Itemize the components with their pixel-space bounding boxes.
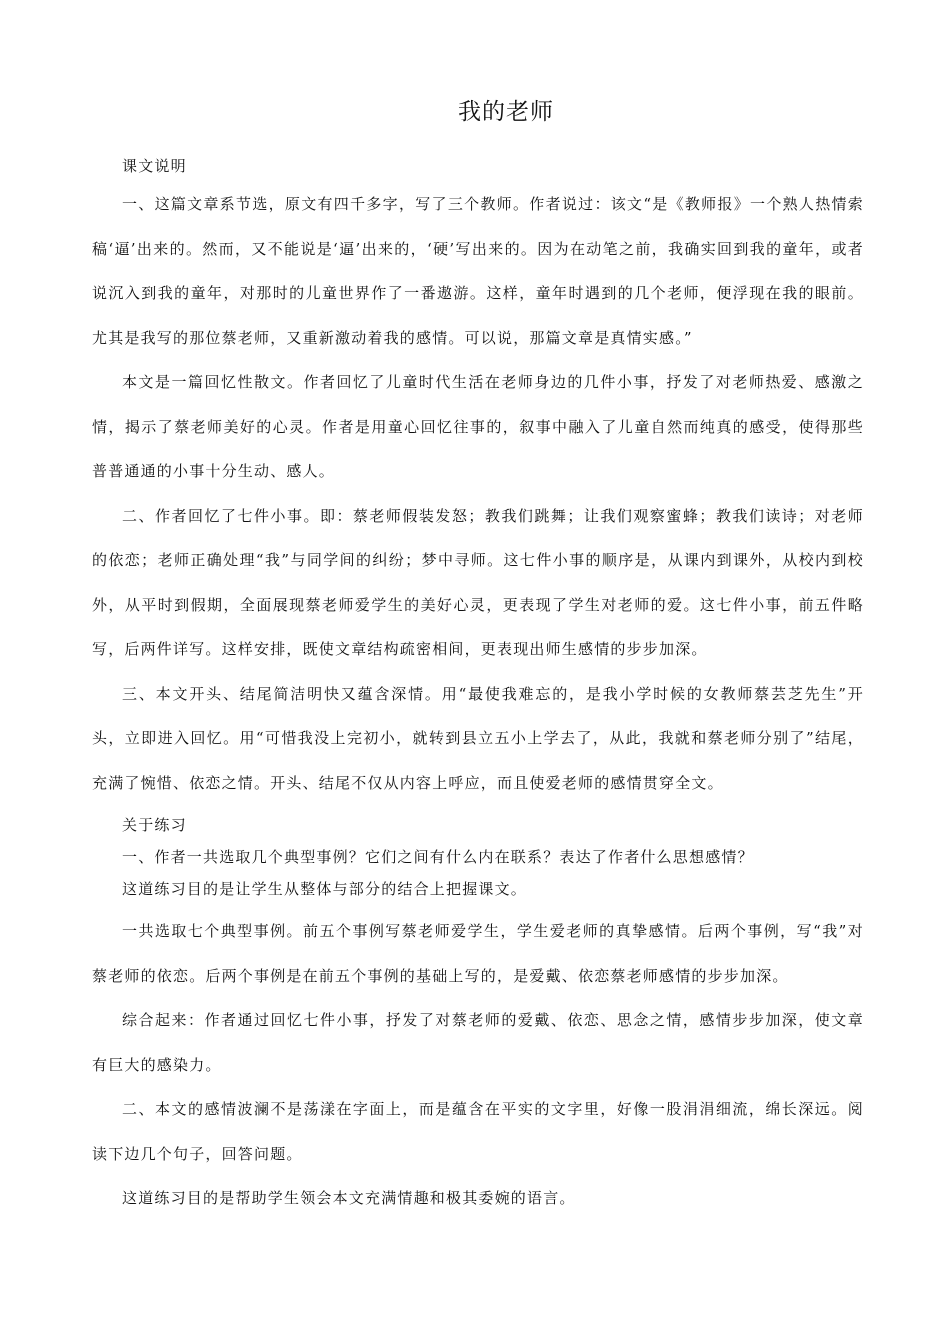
section-heading-lesson-notes: 课文说明 xyxy=(122,157,187,175)
document-body xyxy=(92,150,864,1221)
lesson-notes-paragraph-2: 本文是一篇回忆性散文。作者回忆了儿童时代生活在老师身边的几件小事，抒发了对老师热爱、感激之情，揭示了蔡老师美好的心灵。作者是用童心回忆往事的，叙事中融入了儿童自然而纯真的感受，使得那些普普通通的小事十分生动、感人。 xyxy=(92,373,864,480)
document-title: 我的老师 xyxy=(458,99,554,125)
exercise-purpose-2: 这道练习目的是帮助学生领会本文充满情趣和极其委婉的语言。 xyxy=(122,1189,576,1207)
lesson-notes-paragraph-3: 二、作者回忆了七件小事。即：蔡老师假装发怒；教我们跳舞；让我们观察蜜蜂；教我们读诗；对老师的依恋；老师正确处理“我”与同学间的纠纷；梦中寻师。这七件小事的顺序是，从课内到课外，从校内到校外，从平时到假期，全面展现蔡老师爱学生的美好心灵，更表现了学生对老师的爱。这七件小事，前五件略写，后两件详写。这样安排，既使文章结构疏密相间，更表现出师生感情的步步加深。 xyxy=(92,506,864,658)
exercise-purpose-1: 这道练习目的是让学生从整体与部分的结合上把握课文。 xyxy=(122,880,528,898)
exercise-question-2: 二、本文的感情波澜不是荡漾在字面上，而是蕴含在平实的文字里，好像一股涓涓细流，绵长深远。阅读下边几个句子，回答问题。 xyxy=(92,1100,864,1163)
section-heading-exercises: 关于练习 xyxy=(122,816,187,834)
exercise-answer-1: 一共选取七个典型事例。前五个事例写蔡老师爱学生，学生爱老师的真挚感情。后两个事例，写“我”对蔡老师的依恋。后两个事例是在前五个事例的基础上写的，是爱戴、依恋蔡老师感情的步步加深。 xyxy=(92,922,864,985)
lesson-notes-paragraph-1: 一、这篇文章系节选，原文有四千多字，写了三个教师。作者说过：该文“是《教师报》一个熟人热情索稿‘逼’出来的。然而，又不能说是‘逼’出来的，‘硬’写出来的。因为在动笔之前，我确实回到我的童年，或者说沉入到我的童年，对那时的儿童世界作了一番遨游。这样，童年时遇到的几个老师，便浮现在我的眼前。尤其是我写的那位蔡老师，又重新激动着我的感情。可以说，那篇文章是真情实感。” xyxy=(92,195,864,347)
exercise-question-1: 一、作者一共选取几个典型事例？它们之间有什么内在联系？表达了作者什么思想感情？ xyxy=(122,848,754,866)
exercise-summary-1: 综合起来：作者通过回忆七件小事，抒发了对蔡老师的爱戴、依恋、思念之情，感情步步加深，使文章有巨大的感染力。 xyxy=(92,1011,864,1074)
lesson-notes-paragraph-4: 三、本文开头、结尾简洁明快又蕴含深情。用“最使我难忘的，是我小学时候的女教师蔡芸芝先生”开头，立即进入回忆。用“可惜我没上完初小，就转到县立五小上学去了，从此，我就和蔡老师分别了”结尾，充满了惋惜、依恋之情。开头、结尾不仅从内容上呼应，而且使爱老师的感情贯穿全文。 xyxy=(92,684,864,792)
